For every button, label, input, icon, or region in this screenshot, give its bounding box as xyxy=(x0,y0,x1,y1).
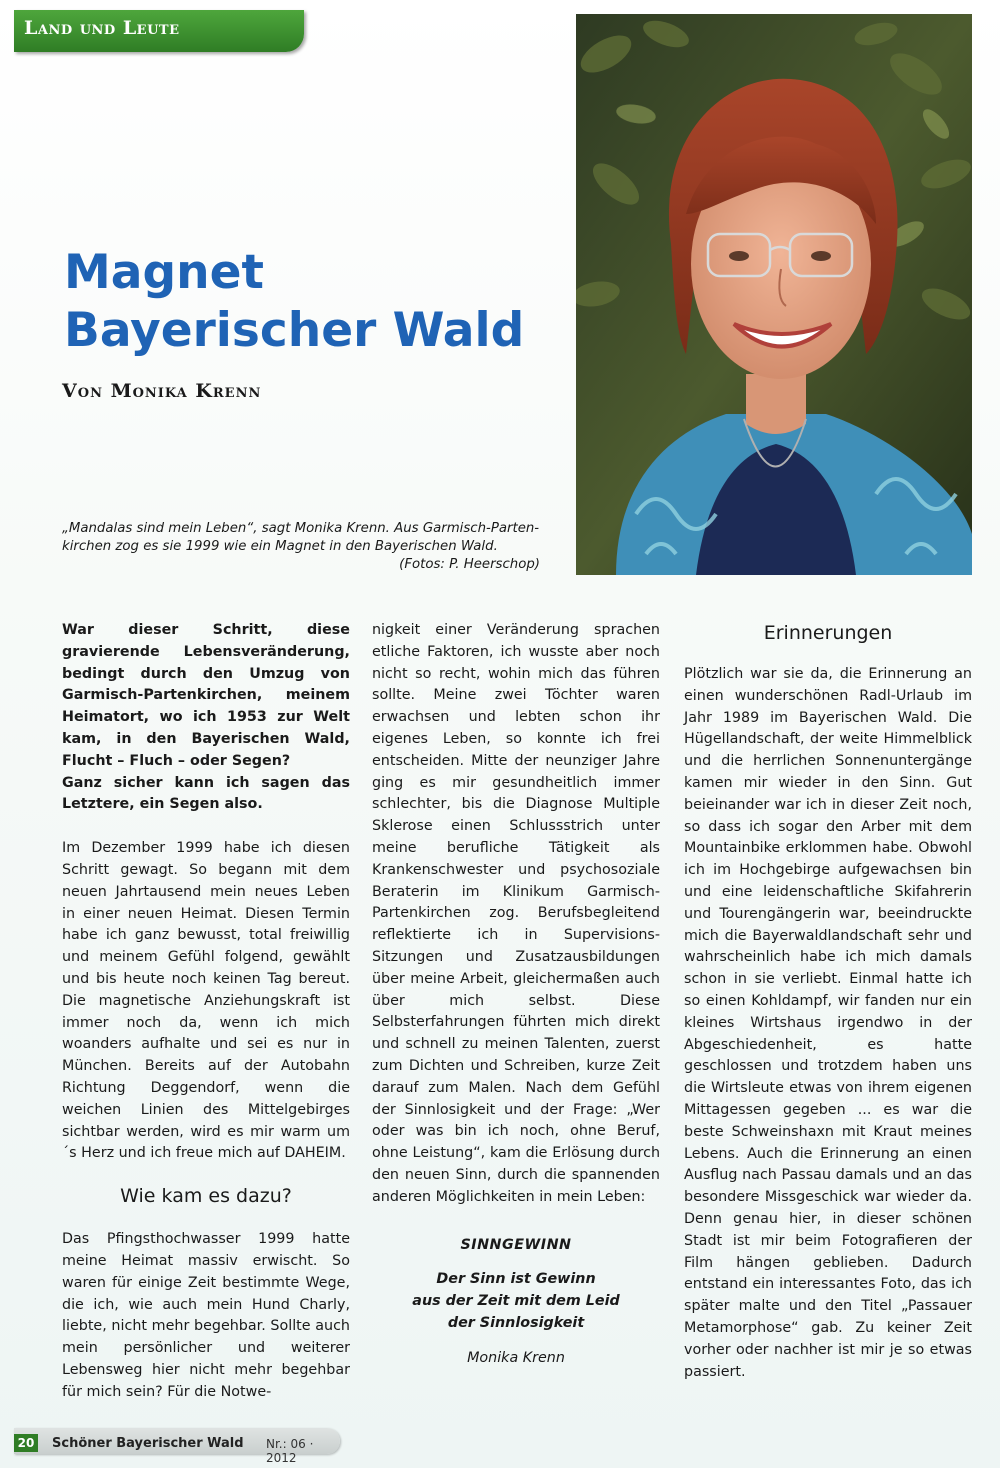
poem-author: Monika Krenn xyxy=(467,1350,565,1367)
subheading-erinnerungen: Erinnerungen xyxy=(763,622,893,644)
subheading-wie-kam-es-dazu: Wie kam es dazu? xyxy=(120,1185,292,1208)
page-footer xyxy=(14,1428,340,1465)
poem-box xyxy=(372,1235,660,1371)
photo-credit: (Fotos: P. Heerschop) xyxy=(399,557,540,572)
column-3 xyxy=(684,620,972,1383)
section-tab xyxy=(14,10,304,52)
column-2 xyxy=(372,620,660,1370)
lead-paragraph: War dieser Schritt, diese gravierende Lebensveränderung, bedingt durch den Umzug von Garmisch-Partenkirchen, meinem Heimatort, wo ich 1953 zur Welt kam, in den Bayerischen Wald, Flucht – Fluch – oder Segen? xyxy=(62,622,350,769)
magazine-name: Schöner Bayerischer Wald xyxy=(52,1436,244,1451)
issue-number: Nr.: 06 · 2012 xyxy=(266,1437,314,1465)
poem-title: SINNGEWINN xyxy=(460,1236,572,1253)
portrait-illustration xyxy=(576,14,972,575)
page-number: 20 xyxy=(14,1434,38,1452)
body-paragraph: nigkeit einer Veränderung sprachen etliche Faktoren, ich wusste aber noch nicht so recht, wohin mich das führen sollte. Meine zwei Töchter waren erwachsen und lebten schon ihr eigenes Leben, so konnte ich frei entscheiden. Mitte der neunziger Jahre ging es mir gesundheitlich immer schlechter, bis die Diagnose Multiple Sklerose einen Schlussstrich unter meine berufliche Tätigkeit als Krankenschwester und psychosoziale Beraterin im Klinikum Garmisch-Partenkirchen zog. Berufsbegleitend reflektierte ich in Supervisions-Sitzungen und Zusatzausbildungen über meine Arbeit, gleichermaßen auch über mich selbst. Diese Selbsterfahrungen führten mich direkt und schnell zu meinen Talenten, zuerst zum Dichten und Schreiben, kurze Zeit darauf zum Malen. Nach dem Gefühl der Sinnlosigkeit und der Frage: „Wer oder was bin ich noch, ohne Beruf, ohne Leistung“, kam die Erlösung durch den neuen Sinn, durch die spannenden anderen Möglichkeiten in mein Leben: xyxy=(372,622,660,1205)
lead-conclusion: Ganz sicher kann ich sagen das Letztere, ein Segen also. xyxy=(62,774,350,813)
title-line-1: Magnet xyxy=(64,245,264,300)
byline: Von Monika Krenn xyxy=(62,380,262,402)
poem-line: aus der Zeit mit dem Leid xyxy=(412,1293,620,1310)
body-paragraph: Im Dezember 1999 habe ich diesen Schritt gewagt. So begann mit dem neuen Jahrtausend mein neues Leben in einer neuen Heimat. Diesen Termin habe ich ganz bewusst, total freiwillig und meinem Gefühl folgend, gewählt und bis heute noch keinen Tag bereut. Die magnetische Anziehungskraft ist immer noch da, wenn ich mich woanders aufhalte und sei es nur in München. Bereits auf der Autobahn Richtung Deggendorf, wenn die weichen Linien des Mittelgebirges sichtbar werden, wird es mir warm um´s Herz und ich freue mich auf DAHEIM. xyxy=(62,840,350,1162)
title-line-2: Bayerischer Wald xyxy=(64,303,525,358)
article-title xyxy=(64,244,524,360)
column-1 xyxy=(62,620,350,1404)
poem-line: Der Sinn ist Gewinn xyxy=(436,1271,596,1288)
body-paragraph: Plötzlich war sie da, die Erinnerung an einen wunderschönen Radl-Urlaub im Jahr 1989 im Bayerischen Wald. Die Hügellandschaft, der weite Himmelblick und die herrlichen Sonnenuntergänge kamen mir wieder in den Sinn. Gut beieinander war ich in dieser Zeit noch, so dass ich sogar den Arber mit dem Mountainbike erklommen habe. Obwohl ich im Hochgebirge aufgewachsen bin und eine leidenschaftliche Skifahrerin und Tourengängerin war, beeindruckte mich die Bayerwaldlandschaft sehr und wahrscheinlich habe ich mich damals schon in sie verliebt. Einmal hatte ich so einen Kohldampf, wir fanden nur ein kleines Wirtshaus irgendwo in der Abgeschiedenheit, es hatte geschlossen und trotzdem haben uns die Wirtsleute etwas von ihrem eigenen Mittagessen gegeben ... es war die beste Schweinshaxn mit Kraut meines Lebens. Auch die Erinnerung an einen Ausflug nach Passau damals und an das besondere Missgeschick war wieder da. Denn genau hier, in dieser schönen Stadt ist mir beim Fotografieren der Film hängen geblieben. Dadurch entstand ein interessantes Foto, das ich später malte und den Titel „Passauer Metamorphose“ gab. Zu keiner Zeit vorher oder nachher ist mir je so etwas passiert. xyxy=(684,666,972,1380)
poem-line: der Sinnlosigkeit xyxy=(447,1315,585,1332)
body-paragraph: Das Pfingsthochwasser 1999 hatte meine Heimat massiv erwischt. So waren für einige Zeit bestimmte Wege, die ich, wie auch mein Hund Charly, liebte, nicht mehr begehbar. Sollte auch mein persönlicher und weiterer Lebensweg hier nicht mehr begehbar für mich sein? Für die Notwe- xyxy=(62,1231,350,1400)
section-label: Land und Leute xyxy=(24,17,180,39)
photo-caption xyxy=(62,520,542,574)
portrait-photo xyxy=(576,14,972,575)
caption-line-1: „Mandalas sind mein Leben“, sagt Monika Krenn. Aus Garmisch-Parten- xyxy=(62,521,540,536)
caption-line-2: kirchen zog es sie 1999 wie ein Magnet in den Bayerischen Wald. xyxy=(62,539,498,554)
